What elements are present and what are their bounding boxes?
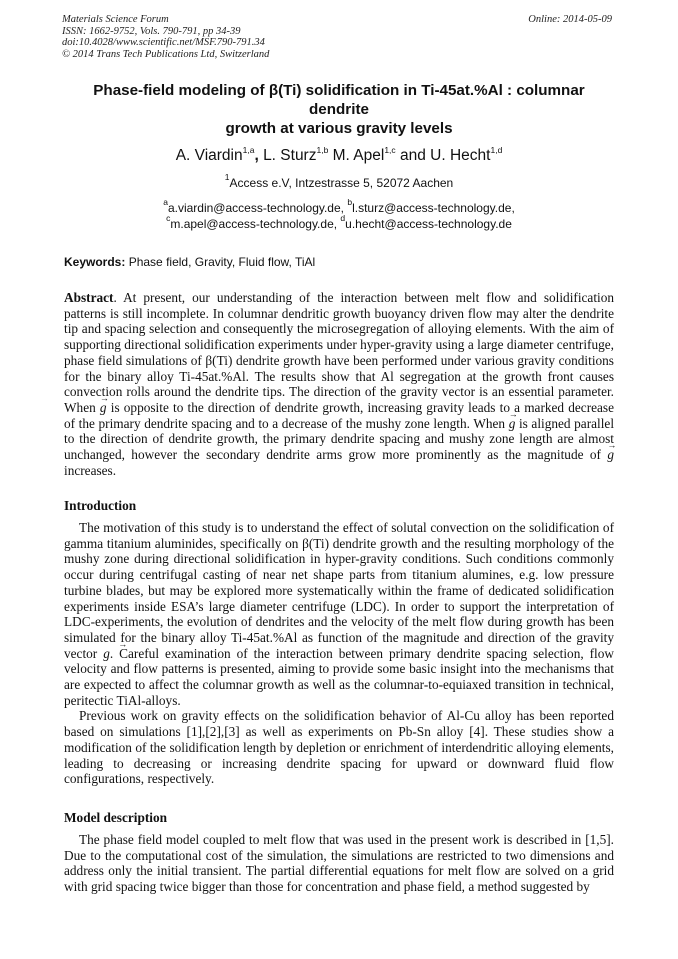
author-hecht: U. Hecht bbox=[430, 147, 491, 164]
model-heading: Model description bbox=[64, 810, 168, 825]
author-sup: 1,b bbox=[316, 145, 329, 155]
affiliation bbox=[60, 172, 618, 191]
keywords-text: Phase field, Gravity, Fluid flow, TiAl bbox=[128, 255, 316, 269]
title-line-2: dendrite bbox=[309, 101, 369, 118]
keywords bbox=[64, 255, 614, 269]
gravity-vector-symbol: → g bbox=[100, 400, 107, 415]
email-sup: a bbox=[163, 197, 168, 207]
email-sup: d bbox=[340, 213, 346, 223]
issn-line: ISSN: 1662-9752, Vols. 790-791, pp 34-39 bbox=[62, 25, 241, 37]
keywords-label: Keywords: bbox=[64, 255, 126, 269]
author-apel: M. Apel bbox=[332, 147, 385, 164]
email-viardin[interactable]: a.viardin@access-technology.de, bbox=[167, 201, 344, 215]
copyright-line: © 2014 Trans Tech Publications Ltd, Switzerland bbox=[62, 48, 270, 60]
gravity-vector-symbol: → g bbox=[509, 416, 516, 431]
online-date: Online: 2014-05-09 bbox=[528, 14, 612, 25]
journal-name: Materials Science Forum bbox=[62, 14, 169, 25]
email-apel[interactable]: m.apel@access-technology.de, bbox=[170, 217, 338, 231]
abstract-label: Abstract bbox=[64, 290, 114, 305]
intro-paragraph-1a: The motivation of this study is to understand the effect of solutal convection on the solidification of gamma titanium aluminides, specifically on β(Ti) dendrite growth and the resulting morphology of the mushy zone during directional solidification in hyper-gravity conditions. Such conditions commonly occur during centrifugal casting of near net shape parts from titanium alumines, e.g. low pressure turbine blades, but may be explored more systematically within the frame of dedicated solidification experiments inside ESA’s large diameter centrifuge (LDC). In order to support the interpretation of LDC-experiments, the evolution of dendrites and the velocity of the melt flow during growth has been simulated for the binary alloy Ti-45at.%Al as function of the magnitude and direction of the gravity vector bbox=[64, 520, 614, 661]
intro-paragraph-2: Previous work on gravity effects on the solidification behavior of Al-Cu alloy has been reported based on simulations [1],[2],[3] as well as experiments on Pb-Sn alloy [4]. These studies show a modification of the solidification length by depletion or enrichment of interdendritic alloying elements, leading to decreasing or increasing dendrite spacing for upward or downward fluid flow configurations, respectively. bbox=[64, 708, 614, 787]
author-sup: 1,a bbox=[242, 145, 255, 155]
abstract-text-1: . At present, our understanding of the interaction between melt flow and solidification patterns is still incomplete. In columnar dendritic growth buoyancy driven flow may alter the dendrite tip and spacing selection and consequently the microsegregation of alloying elements. With the aim of supporting directional solidification experiments under hyper-gravity using a large diameter centrifuge, phase field simulations of β(Ti) dendrite growth have been performed under various gravity conditions for the binary alloy Ti-45at.%Al. The results show that Al segregation at the growth front causes convection rolls around the dendrite tips. The direction of the gravity vector is an essential parameter. When bbox=[64, 290, 614, 415]
email-hecht[interactable]: u.hecht@access-technology.de bbox=[345, 217, 512, 231]
email-list bbox=[60, 197, 618, 232]
affiliation-text: Access e.V, Intzestrasse 5, 52072 Aachen bbox=[229, 176, 454, 190]
intro-paragraph-1b: . Careful examination of the interaction between primary dendrite spacing selection, flow velocity and flow patterns is presented, aiming to provide some basic insight into the mechanisms that are expected to affect the columnar growth as well as the columnar-to-equiaxed transition in technical, peritectic TiAl-alloys. bbox=[64, 645, 615, 708]
abstract-text-4: increases. bbox=[64, 462, 117, 478]
journal-header bbox=[62, 14, 612, 60]
author-list bbox=[60, 146, 618, 166]
abstract bbox=[64, 290, 614, 478]
gravity-vector-symbol: → g bbox=[607, 447, 614, 462]
model-paragraph-1: The phase field model coupled to melt flow that was used in the present work is described in [1,5]. Due to the computational cost of the simulation, the simulations are restricted to two dimensions and address only the initial transient. The partial differential equations for melt flow are solved on a grid with grid spacing twice bigger than those for concentration and phase field, a method suggested by bbox=[64, 832, 614, 895]
title-line-1: Phase-field modeling of β(Ti) solidification in Ti-45at.%Al : columnar bbox=[93, 82, 585, 99]
email-sup: b bbox=[347, 197, 353, 207]
introduction-body bbox=[64, 520, 614, 787]
author-separator: , bbox=[254, 147, 259, 164]
author-sup: 1,d bbox=[490, 145, 503, 155]
author-and: and bbox=[399, 147, 426, 164]
author-viardin: A. Viardin bbox=[175, 147, 243, 164]
model-body bbox=[64, 832, 614, 895]
email-sturz[interactable]: l.sturz@access-technology.de, bbox=[352, 201, 515, 215]
gravity-vector-symbol: → g bbox=[103, 646, 110, 661]
abstract-text-2: is opposite to the direction of dendrite growth, increasing gravity leads to a marked decrease of the primary dendrite spacing and to a decrease of the mushy zone length. When bbox=[64, 399, 615, 431]
paper-title bbox=[60, 81, 618, 138]
author-sturz: L. Sturz bbox=[263, 147, 317, 164]
introduction-heading: Introduction bbox=[64, 498, 137, 513]
doi-line: doi:10.4028/www.scientific.net/MSF.790-791.34 bbox=[62, 37, 265, 48]
email-sup: c bbox=[166, 213, 171, 223]
author-sup: 1,c bbox=[384, 145, 396, 155]
title-line-3: growth at various gravity levels bbox=[225, 120, 453, 137]
abstract-text-3: is aligned parallel to the direction of dendrite growth, the primary dendrite spacing and mushy zone length are almost unchanged, however the secondary dendrite arms grow more prominently as the magnitude of bbox=[64, 415, 615, 463]
affiliation-sup: 1 bbox=[224, 172, 230, 182]
